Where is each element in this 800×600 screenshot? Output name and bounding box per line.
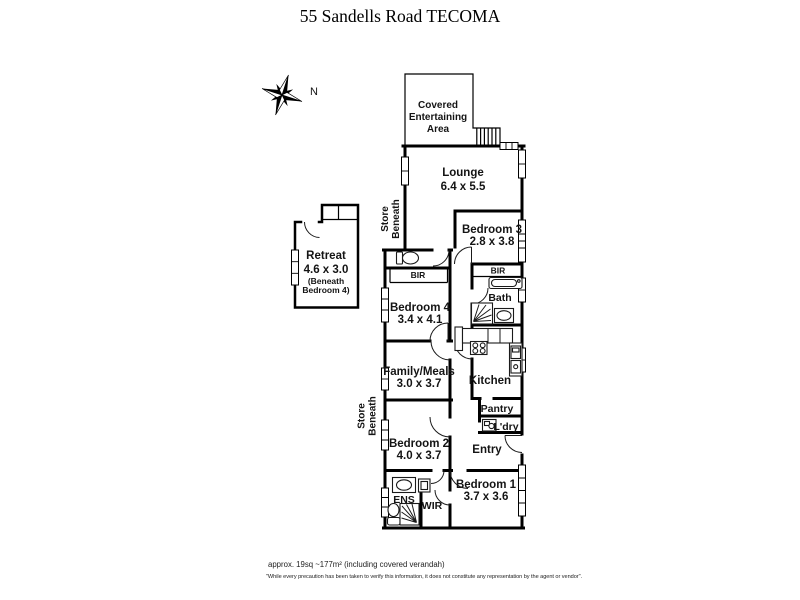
lounge-label: Lounge xyxy=(442,167,484,179)
lounge-dims: 6.4 x 5.5 xyxy=(440,181,486,193)
bathtub-icon xyxy=(489,278,522,289)
family-door xyxy=(431,341,450,360)
bedroom4-dims: 3.4 x 4.1 xyxy=(397,314,443,326)
retreat-door xyxy=(305,222,320,238)
page-title: 55 Sandells Road TECOMA xyxy=(299,6,501,26)
entry-front-door xyxy=(505,436,526,454)
bir-right-label: BIR xyxy=(490,265,506,276)
window xyxy=(402,157,409,185)
bedroom4-label: Bedroom 4 xyxy=(389,302,451,314)
pantry-label: Pantry xyxy=(480,403,514,415)
covered-area-label-3: Area xyxy=(426,124,450,135)
ensuite-cabinet xyxy=(419,479,431,492)
wc-door xyxy=(433,250,449,266)
footer-area-note: approx. 19sq ~177m² (including covered verandah) xyxy=(268,560,445,569)
store-beneath-upper-2: Beneath xyxy=(391,199,402,239)
bir-left-label: BIR xyxy=(410,270,426,280)
footer-disclaimer: "While every precaution has been taken to verify this information, it does not constitute any representation by the agent or vendor". xyxy=(266,574,583,580)
store-beneath-upper-1: Store xyxy=(380,206,391,232)
store-beneath-lower-1: Store xyxy=(356,403,368,429)
retreat-dims: 4.6 x 3.0 xyxy=(303,264,349,276)
entry-label: Entry xyxy=(472,444,502,456)
ensuite-label: ENS xyxy=(393,494,415,506)
bedroom3-label: Bedroom 3 xyxy=(461,224,523,236)
window xyxy=(382,488,389,517)
bedroom3-door xyxy=(455,247,472,264)
kitchen-label: Kitchen xyxy=(468,375,512,387)
bedroom2-dims: 4.0 x 3.7 xyxy=(396,450,442,462)
shower-icon xyxy=(472,303,493,324)
bath-door xyxy=(472,288,488,304)
window xyxy=(382,420,389,450)
retreat-label: Retreat xyxy=(306,250,346,262)
window xyxy=(500,143,518,150)
window xyxy=(292,250,299,285)
retreat-note-1: (Beneath xyxy=(307,276,345,286)
ensuite-shower-icon xyxy=(400,504,419,526)
ensuite-basin-icon xyxy=(393,478,416,493)
stairs xyxy=(477,128,496,145)
basin-icon xyxy=(495,309,514,323)
footer xyxy=(266,560,583,580)
stove-icon xyxy=(471,342,488,355)
compass-north-label: N xyxy=(310,86,318,98)
kitchen-bench xyxy=(455,327,522,376)
ensuite-door xyxy=(431,471,444,484)
bedroom1-dims: 3.7 x 3.6 xyxy=(463,491,509,503)
family-meals-dims: 3.0 x 3.7 xyxy=(396,378,442,390)
ensuite-toilet-icon xyxy=(388,504,401,526)
store-beneath-lower-2: Beneath xyxy=(367,396,379,436)
covered-area-label-2: Entertaining xyxy=(408,112,468,123)
covered-area-label-1: Covered xyxy=(417,100,459,111)
window xyxy=(519,150,526,178)
window xyxy=(382,288,389,322)
wir-label: WIR xyxy=(421,500,443,512)
bedroom2-label: Bedroom 2 xyxy=(388,438,450,450)
family-meals-label: Family/Meals xyxy=(383,366,455,378)
compass-rose-icon xyxy=(256,69,309,122)
retreat-note-2: Bedroom 4) xyxy=(302,285,350,295)
bedroom1-label: Bedroom 1 xyxy=(455,479,517,491)
toilet-icon xyxy=(397,252,419,264)
window xyxy=(519,465,526,516)
laundry-label: L'dry xyxy=(493,421,519,433)
bedroom3-dims: 2.8 x 3.8 xyxy=(469,236,515,248)
bedroom2-door xyxy=(430,417,450,437)
bath-label: Bath xyxy=(488,292,512,304)
